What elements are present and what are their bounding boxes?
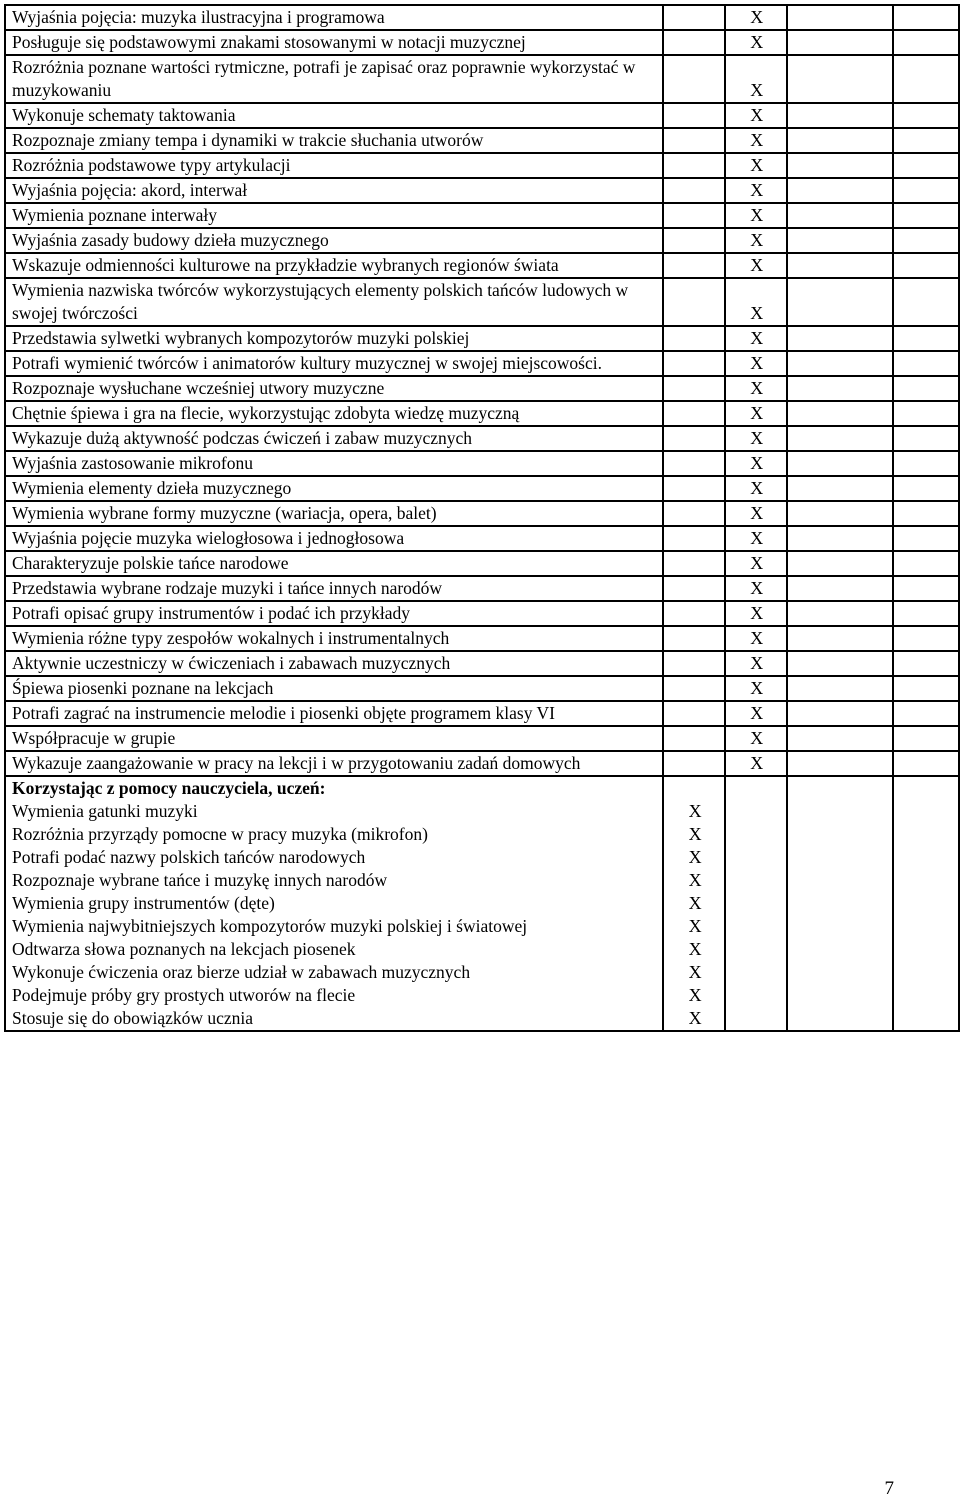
- row-description: Wyjaśnia zastosowanie mikrofonu: [5, 451, 663, 476]
- mark-cell: X: [725, 203, 787, 228]
- mark-cell: [893, 551, 959, 576]
- assisted-mark: X: [688, 939, 702, 959]
- mark-cell: [787, 326, 893, 351]
- mark-cell: X: [725, 351, 787, 376]
- mark-cell: [893, 103, 959, 128]
- mark-cell: X: [725, 30, 787, 55]
- table-row: [5, 351, 959, 376]
- table-row: [5, 651, 959, 676]
- mark-cell: [787, 153, 893, 178]
- mark-cell: [787, 178, 893, 203]
- row-description: Wykazuje dużą aktywność podczas ćwiczeń i zabaw muzycznych: [5, 426, 663, 451]
- mark-cell: [787, 278, 893, 326]
- mark-cell: [893, 5, 959, 30]
- table-row: [5, 30, 959, 55]
- row-description: Wymienia poznane interwały: [5, 203, 663, 228]
- mark-cell: [663, 476, 725, 501]
- mark-cell: X: [725, 626, 787, 651]
- mark-cell: [663, 701, 725, 726]
- mark-cell: [787, 376, 893, 401]
- assisted-items-text: [12, 800, 658, 1030]
- table-row: [5, 726, 959, 751]
- mark-cell: [787, 103, 893, 128]
- row-description: Przedstawia wybrane rodzaje muzyki i tańce innych narodów: [5, 576, 663, 601]
- mark-cell: [663, 576, 725, 601]
- mark-cell: [663, 601, 725, 626]
- mark-cell: X: [725, 451, 787, 476]
- table-row: [5, 253, 959, 278]
- row-description: Potrafi wymienić twórców i animatorów kultury muzycznej w swojej miejscowości.: [5, 351, 663, 376]
- mark-cell: X: [725, 153, 787, 178]
- mark-cell: [893, 128, 959, 153]
- table-row: [5, 451, 959, 476]
- mark-cell: X: [725, 651, 787, 676]
- mark-cell: [663, 626, 725, 651]
- row-description: Wymienia elementy dzieła muzycznego: [5, 476, 663, 501]
- row-description: Rozróżnia poznane wartości rytmiczne, potrafi je zapisać oraz poprawnie wykorzystać w muzykowaniu: [5, 55, 663, 103]
- mark-cell: X: [725, 751, 787, 776]
- table-row: [5, 576, 959, 601]
- row-description: Wyjaśnia zasady budowy dzieła muzycznego: [5, 228, 663, 253]
- mark-cell: [663, 551, 725, 576]
- mark-cell: [787, 601, 893, 626]
- mark-cell: [893, 626, 959, 651]
- mark-cell: [663, 451, 725, 476]
- section-heading: Korzystając z pomocy nauczyciela, uczeń:: [12, 778, 326, 798]
- mark-cell: [893, 526, 959, 551]
- mark-cell: [893, 55, 959, 103]
- mark-cell: X: [725, 278, 787, 326]
- page-number: 7: [884, 1478, 894, 1499]
- mark-cell: [663, 651, 725, 676]
- mark-cell: [893, 476, 959, 501]
- mark-cell: [787, 30, 893, 55]
- mark-cell: [893, 178, 959, 203]
- table-row: [5, 5, 959, 30]
- mark-cell: [787, 576, 893, 601]
- assisted-item: Wymienia najwybitniejszych kompozytorów muzyki polskiej i światowej: [12, 916, 528, 936]
- mark-cell: [893, 153, 959, 178]
- table-row: [5, 751, 959, 776]
- mark-cell: X: [725, 426, 787, 451]
- mark-cell: [893, 228, 959, 253]
- mark-cell: X: [725, 326, 787, 351]
- mark-cell: [787, 128, 893, 153]
- assisted-mark: X: [688, 801, 702, 821]
- table-row: [5, 526, 959, 551]
- mark-column-1: [663, 776, 725, 1031]
- table-row: [5, 178, 959, 203]
- mark-cell: [893, 451, 959, 476]
- mark-column-3: [787, 776, 893, 1031]
- mark-cell: X: [725, 701, 787, 726]
- row-description: Wykazuje zaangażowanie w pracy na lekcji i w przygotowaniu zadań domowych: [5, 751, 663, 776]
- mark-cell: X: [725, 178, 787, 203]
- assisted-item: Wymienia gatunki muzyki: [12, 801, 198, 821]
- table-row: [5, 626, 959, 651]
- mark-cell: [663, 501, 725, 526]
- mark-cell: [663, 103, 725, 128]
- mark-cell: X: [725, 601, 787, 626]
- mark-cell: X: [725, 376, 787, 401]
- requirements-table: [4, 4, 960, 1032]
- mark-cell: [663, 401, 725, 426]
- row-description: Wykonuje schematy taktowania: [5, 103, 663, 128]
- mark-cell: X: [725, 501, 787, 526]
- mark-cell: [893, 426, 959, 451]
- row-description: Potrafi zagrać na instrumencie melodie i piosenki objęte programem klasy VI: [5, 701, 663, 726]
- mark-cell: [787, 55, 893, 103]
- table-body-assisted: [5, 776, 959, 1031]
- row-description: Posługuje się podstawowymi znakami stosowanymi w notacji muzycznej: [5, 30, 663, 55]
- mark-cell: [893, 401, 959, 426]
- mark-cell: X: [725, 726, 787, 751]
- assisted-mark: X: [688, 962, 702, 982]
- mark-cell: [663, 153, 725, 178]
- mark-cell: [663, 55, 725, 103]
- mark-cell: X: [725, 576, 787, 601]
- mark-cell: [787, 401, 893, 426]
- mark-cell: X: [725, 55, 787, 103]
- mark-cell: [663, 253, 725, 278]
- mark-cell: [787, 501, 893, 526]
- assisted-item: Stosuje się do obowiązków ucznia: [12, 1008, 254, 1028]
- mark-cell: [787, 551, 893, 576]
- table-row: [5, 776, 959, 1031]
- mark-cell: [663, 278, 725, 326]
- mark-cell: [787, 5, 893, 30]
- table-row: [5, 326, 959, 351]
- table-row: [5, 203, 959, 228]
- table-body-main: [5, 5, 959, 776]
- mark-cell: X: [725, 676, 787, 701]
- row-description: Wyjaśnia pojęcia: akord, interwał: [5, 178, 663, 203]
- assisted-item: Potrafi podać nazwy polskich tańców narodowych: [12, 847, 366, 867]
- mark-column-4: [893, 776, 959, 1031]
- assisted-item: Wymienia grupy instrumentów (dęte): [12, 893, 275, 913]
- mark-column-2: [725, 776, 787, 1031]
- mark-cell: X: [725, 253, 787, 278]
- row-description: Współpracuje w grupie: [5, 726, 663, 751]
- assisted-item: Podejmuje próby gry prostych utworów na flecie: [12, 985, 356, 1005]
- table-row: [5, 551, 959, 576]
- mark-cell: X: [725, 551, 787, 576]
- assisted-mark: X: [688, 1008, 702, 1028]
- mark-cell: [663, 676, 725, 701]
- mark-cell: [663, 726, 725, 751]
- mark-cell: [663, 228, 725, 253]
- mark-cell: [893, 253, 959, 278]
- mark-cell: [893, 278, 959, 326]
- assisted-item: Rozróżnia przyrządy pomocne w pracy muzyka (mikrofon): [12, 824, 428, 844]
- row-description: Wymienia nazwiska twórców wykorzystujących elementy polskich tańców ludowych w swojej twórczości: [5, 278, 663, 326]
- mark-cell: [893, 351, 959, 376]
- row-description: Charakteryzuje polskie tańce narodowe: [5, 551, 663, 576]
- table-row: [5, 55, 959, 103]
- mark-cell: [663, 128, 725, 153]
- row-description: Rozróżnia podstawowe typy artykulacji: [5, 153, 663, 178]
- assisted-mark: X: [688, 870, 702, 890]
- mark-cell: [787, 626, 893, 651]
- row-description: Wymienia wybrane formy muzyczne (wariacja, opera, balet): [5, 501, 663, 526]
- mark-cell: [787, 751, 893, 776]
- mark-cell: [893, 676, 959, 701]
- mark-cell: X: [725, 401, 787, 426]
- table-row: [5, 476, 959, 501]
- mark-cell: [893, 326, 959, 351]
- mark-cell: X: [725, 476, 787, 501]
- mark-cell: [663, 30, 725, 55]
- row-description: Wyjaśnia pojęcia: muzyka ilustracyjna i programowa: [5, 5, 663, 30]
- assisted-section-cell: [5, 776, 663, 1031]
- table-row: [5, 401, 959, 426]
- mark-cell: [663, 426, 725, 451]
- row-description: Chętnie śpiewa i gra na flecie, wykorzystując zdobyta wiedzę muzyczną: [5, 401, 663, 426]
- mark-cell: [787, 701, 893, 726]
- mark-cell: X: [725, 5, 787, 30]
- mark-cell: [893, 651, 959, 676]
- mark-cell: [893, 576, 959, 601]
- assisted-item: Odtwarza słowa poznanych na lekcjach piosenek: [12, 939, 356, 959]
- table-row: [5, 128, 959, 153]
- mark-cell: [787, 203, 893, 228]
- assisted-mark: X: [688, 893, 702, 913]
- row-description: Potrafi opisać grupy instrumentów i podać ich przykłady: [5, 601, 663, 626]
- row-description: Rozpoznaje zmiany tempa i dynamiki w trakcie słuchania utworów: [5, 128, 663, 153]
- row-description: Aktywnie uczestniczy w ćwiczeniach i zabawach muzycznych: [5, 651, 663, 676]
- table-row: [5, 153, 959, 178]
- row-description: Wyjaśnia pojęcie muzyka wielogłosowa i jednogłosowa: [5, 526, 663, 551]
- table-row: [5, 426, 959, 451]
- assisted-mark: X: [688, 847, 702, 867]
- mark-cell: [787, 426, 893, 451]
- mark-cell: [787, 253, 893, 278]
- row-description: Wymienia różne typy zespołów wokalnych i instrumentalnych: [5, 626, 663, 651]
- mark-cell: [663, 351, 725, 376]
- table-row: [5, 701, 959, 726]
- mark-cell: [787, 651, 893, 676]
- mark-cell: [893, 203, 959, 228]
- mark-cell: [787, 451, 893, 476]
- row-description: Wskazuje odmienności kulturowe na przykładzie wybranych regionów świata: [5, 253, 663, 278]
- mark-cell: [893, 376, 959, 401]
- mark-cell: [787, 351, 893, 376]
- table-row: [5, 278, 959, 326]
- mark-cell: [787, 228, 893, 253]
- table-row: [5, 501, 959, 526]
- mark-cell: [787, 726, 893, 751]
- mark-cell: X: [725, 526, 787, 551]
- mark-cell: [663, 203, 725, 228]
- assisted-mark: X: [688, 824, 702, 844]
- mark-cell: [893, 701, 959, 726]
- row-description: Śpiewa piosenki poznane na lekcjach: [5, 676, 663, 701]
- assisted-mark: X: [688, 916, 702, 936]
- mark-cell: [893, 501, 959, 526]
- row-description: Przedstawia sylwetki wybranych kompozytorów muzyki polskiej: [5, 326, 663, 351]
- mark-cell: [663, 526, 725, 551]
- mark-cell: [787, 676, 893, 701]
- mark-cell: X: [725, 128, 787, 153]
- mark-cell: X: [725, 228, 787, 253]
- mark-cell: [893, 30, 959, 55]
- table-row: [5, 676, 959, 701]
- row-description: Rozpoznaje wysłuchane wcześniej utwory muzyczne: [5, 376, 663, 401]
- mark-cell: [663, 178, 725, 203]
- mark-cell: [893, 601, 959, 626]
- table-row: [5, 376, 959, 401]
- table-row: [5, 228, 959, 253]
- assisted-mark: X: [688, 985, 702, 1005]
- mark-cell: X: [725, 103, 787, 128]
- mark-cell: [663, 326, 725, 351]
- mark-cell: [787, 476, 893, 501]
- assisted-item: Wykonuje ćwiczenia oraz bierze udział w zabawach muzycznych: [12, 962, 471, 982]
- assisted-item: Rozpoznaje wybrane tańce i muzykę innych narodów: [12, 870, 388, 890]
- mark-cell: [787, 526, 893, 551]
- mark-cell: [663, 5, 725, 30]
- table-row: [5, 601, 959, 626]
- mark-cell: [663, 751, 725, 776]
- mark-cell: [893, 751, 959, 776]
- mark-cell: [893, 726, 959, 751]
- mark-cell: [663, 376, 725, 401]
- table-row: [5, 103, 959, 128]
